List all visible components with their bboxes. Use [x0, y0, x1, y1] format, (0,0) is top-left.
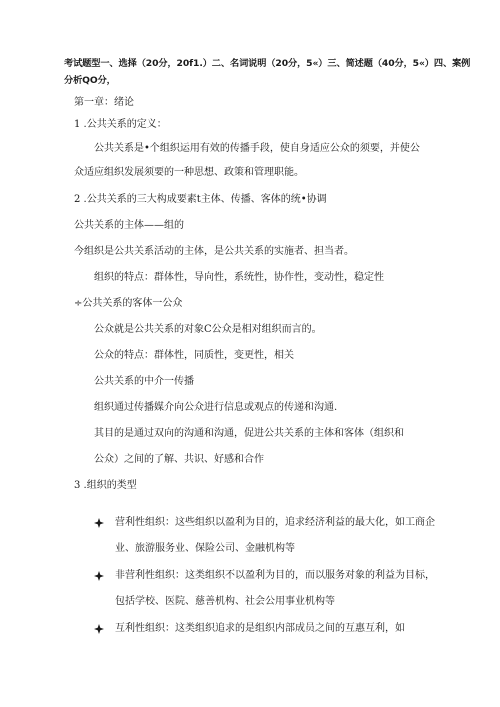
- subject-text: 今组织是公共关系活动的主体，是公共关系的实施者、担当者。: [74, 246, 354, 257]
- medium-heading: 公共关系的中介一传播: [94, 376, 194, 387]
- organization-traits: 组织的特点：群体性，导向性，系统性，协作性，变动性，稳定性: [94, 272, 384, 283]
- org-type-mutual-line-1: 互利性组织：这类组织追求的是组织内部成员之间的互惠互利，如: [115, 623, 405, 634]
- definition-line-2: 众适应组织发展须要的一种思想、政策和管理职能。: [74, 167, 304, 178]
- section-1-heading: 1 .公共关系的定义：: [74, 119, 167, 130]
- chapter-title: 第一章：绪论: [74, 97, 134, 108]
- public-traits: 公众的特点：群体性，同质性，变更性，相关: [94, 350, 294, 361]
- purpose-line-2: 公众）之间的了解、共识、好感和合作: [94, 454, 264, 465]
- subject-heading: 公共关系的主体——组的: [74, 220, 184, 231]
- section-3-heading: 3 .组织的类型: [74, 480, 137, 491]
- org-type-nonprofit-line-2: 包括学校、医院、慈善机构、社会公用事业机构等: [115, 596, 335, 607]
- medium-text: 组织通过传播媒介向公众进行信息或观点的传递和沟通.: [94, 402, 338, 413]
- definition-line-1: 公共关系是•个组织运用有效的传播手段，使自身适应公众的须要，并使公: [94, 143, 420, 154]
- diamond-bullet-icon: [94, 571, 104, 581]
- purpose-line-1: 其目的是通过双向的沟通和沟通，促进公共关系的主体和客体（组织和: [94, 428, 404, 439]
- org-type-profit-line-2: 业、旅游服务业、保险公司、金融机构等: [115, 543, 295, 554]
- org-type-nonprofit-line-1: 非营利性组织：这类组织不以盈利为目的，而以服务对象的利益为目标，: [115, 570, 435, 581]
- section-2-heading: 2 .公共关系的三大构成要素t主体、传播、客体的统•协调: [74, 194, 327, 205]
- diamond-bullet-icon: [94, 624, 104, 634]
- object-heading: ÷公共关系的客体一公众: [74, 298, 183, 309]
- exam-header-line-1: 考试题型一、选择（20分，20f1.）二、名词说明（20分，5«）三、简述题（40分，5«）四、案例: [64, 58, 471, 69]
- object-text: 公众就是公共关系的对象C公众是相对组织而言的。: [94, 324, 322, 335]
- org-type-profit-line-1: 营利性组织：这些组织以盈利为目的，追求经济利益的最大化，如工商企: [115, 517, 435, 528]
- exam-header-line-2: 分析QO分，: [64, 75, 116, 86]
- diamond-bullet-icon: [94, 518, 104, 528]
